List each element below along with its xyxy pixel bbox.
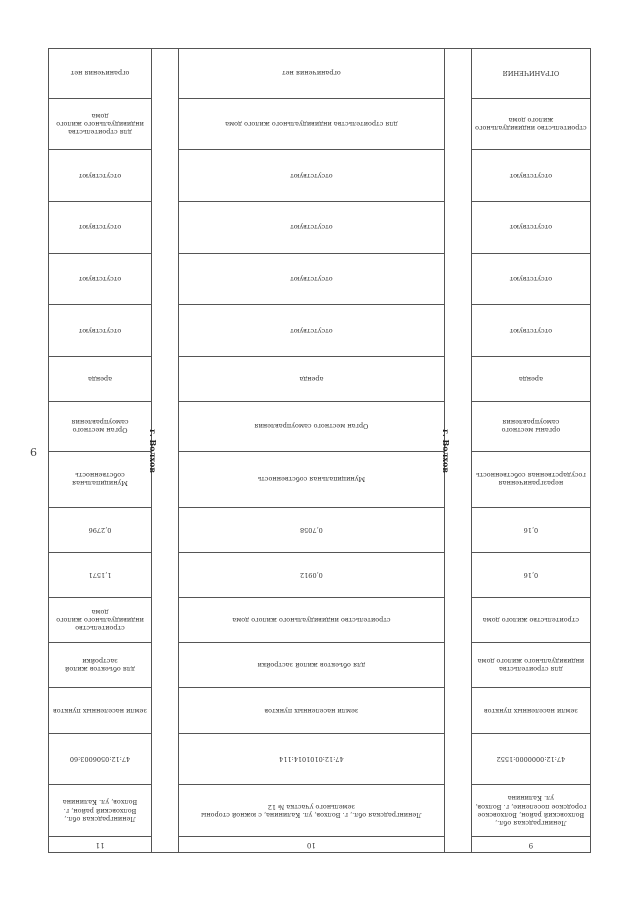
- table-cell: 0,7058: [179, 507, 445, 552]
- table-cell: отсутствуют: [179, 253, 445, 305]
- table-cell: 47:12:0000000:1552: [471, 733, 590, 785]
- table-cell: Орган местного самоуправления: [179, 402, 445, 452]
- table-cell: для строительства индивидуального жилого дома: [49, 98, 152, 150]
- column-number-row: [49, 836, 591, 852]
- table-cell: отсутствуют: [49, 253, 152, 305]
- table-cell: аренда: [49, 356, 152, 401]
- table-cell: 0,16: [471, 552, 590, 597]
- table-row: [49, 150, 591, 202]
- table-cell: отсутствуют: [471, 201, 590, 253]
- table-cell: для строительства индивидуального жилого дома: [471, 643, 590, 688]
- column-number: 10: [179, 836, 445, 852]
- table-cell: для объектов жилой застройки: [179, 643, 445, 688]
- table-row: [49, 597, 591, 642]
- table-row: [49, 356, 591, 401]
- table-cell: Муниципальная собственность: [49, 451, 152, 507]
- section-band-right: [440, 49, 471, 853]
- table-cell: 47:12:0506003:60: [49, 733, 152, 785]
- table-cell: отсутствуют: [471, 253, 590, 305]
- table-cell: ограничения нет: [179, 49, 445, 99]
- table-cell: 47:12:0101014:114: [179, 733, 445, 785]
- table-cell: 1,1571: [49, 552, 152, 597]
- table-cell: Ленинградская обл., Волховский район, г. Волхов, ул. Калинина: [49, 785, 152, 837]
- table-cell: отсутствуют: [471, 305, 590, 357]
- table-cell: земли населенных пунктов: [179, 688, 445, 733]
- table-cell: органы местного самоуправления: [471, 402, 590, 452]
- table-cell: аренда: [179, 356, 445, 401]
- table-cell: отсутствуют: [179, 305, 445, 357]
- land-plot-table: [48, 48, 591, 853]
- table-row: [49, 507, 591, 552]
- table-row: [49, 98, 591, 150]
- table-row: [49, 402, 591, 452]
- table-cell: ОГРАНИЧЕНИЯ: [471, 49, 590, 99]
- section-label: г. Волхов: [148, 428, 159, 473]
- table-cell: земли населенных пунктов: [471, 688, 590, 733]
- table-cell: строительство индивидуального жилого дома: [179, 597, 445, 642]
- table-cell: аренда: [471, 356, 590, 401]
- table-row: [49, 643, 591, 688]
- section-band-left: [148, 49, 179, 853]
- table-cell: неразграниченная государственная собственность: [471, 451, 590, 507]
- table-cell: строительство индивидуального жилого дома: [49, 597, 152, 642]
- table-cell: строительство жилого дома: [471, 597, 590, 642]
- table-cell: отсутствуют: [471, 150, 590, 202]
- table-row: [49, 451, 591, 507]
- table-row: [49, 785, 591, 837]
- table-cell: 0,16: [471, 507, 590, 552]
- table-cell: отсутствуют: [49, 150, 152, 202]
- table-row: [49, 201, 591, 253]
- table-row: [49, 305, 591, 357]
- table-cell: земли населенных пунктов: [49, 688, 152, 733]
- column-number: 9: [471, 836, 590, 852]
- table-cell: отсутствуют: [179, 201, 445, 253]
- column-number: 11: [49, 836, 152, 852]
- table-cell: отсутствуют: [49, 305, 152, 357]
- table-cell: Ленинградская обл., г. Волхов, ул. Калинина, с южной стороны земельного участка № 12: [179, 785, 445, 837]
- table-cell: 0,0912: [179, 552, 445, 597]
- table-row: [49, 49, 591, 99]
- table-cell: Орган местного самоуправления: [49, 402, 152, 452]
- table-cell: Ленинградская обл., Волховский район, Волховское городское поселение, г. Волхов, ул. Калинина: [471, 785, 590, 837]
- table-cell: строительство индивидуального жилого дома: [471, 98, 590, 150]
- table-cell: 0,2796: [49, 507, 152, 552]
- table-row: [49, 733, 591, 785]
- table-cell: отсутствуют: [179, 150, 445, 202]
- table-cell: для строительства индивидуального жилого дома: [179, 98, 445, 150]
- table-cell: отсутствуют: [49, 201, 152, 253]
- table-body: [49, 49, 591, 853]
- section-label: г. Волхов: [440, 428, 451, 473]
- page-number: 9: [30, 445, 37, 458]
- table-row: [49, 552, 591, 597]
- table-row: [49, 253, 591, 305]
- table-cell: ограничения нет: [49, 49, 152, 99]
- rotated-scan: [48, 48, 591, 853]
- table-row: [49, 688, 591, 733]
- table-cell: Муниципальная собственность: [179, 451, 445, 507]
- table-cell: для объектов жилой застройки: [49, 643, 152, 688]
